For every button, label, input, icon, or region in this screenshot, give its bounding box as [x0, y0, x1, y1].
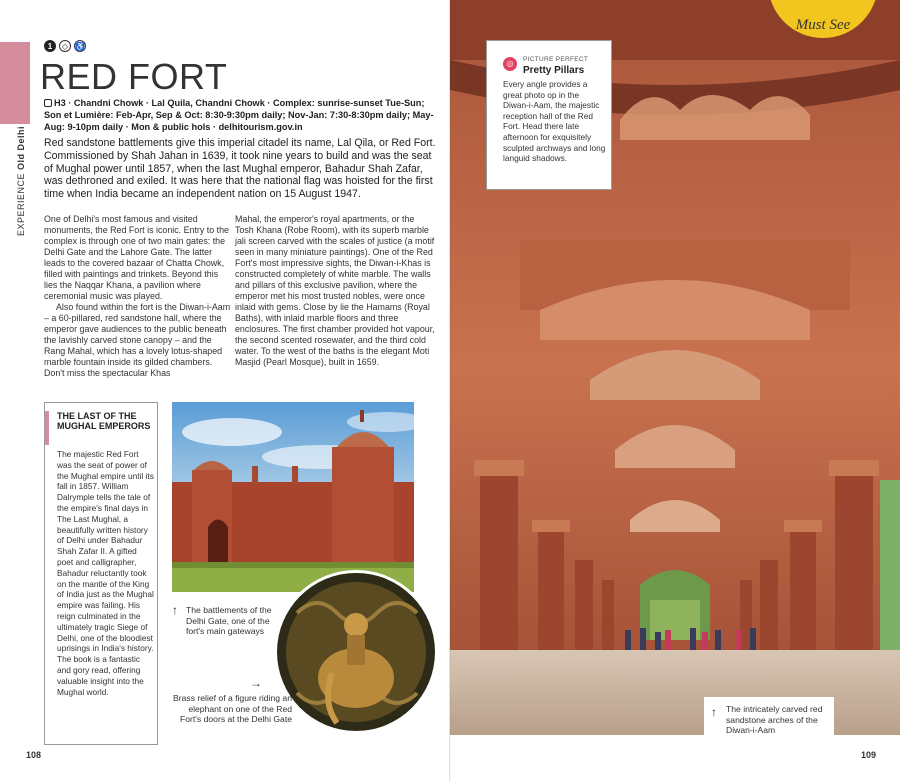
page-gutter [449, 0, 451, 781]
must-see-badge [768, 0, 878, 38]
number-badge: 1 [44, 40, 56, 52]
fort-photo [172, 402, 414, 592]
body-column-2 [235, 214, 435, 368]
caption-text: The intricately carved red sandstone arches of the Diwan-i-Aam [726, 704, 823, 735]
accessibility-icon: ♿ [75, 41, 85, 51]
info-line [44, 97, 439, 133]
picture-perfect-title: Pretty Pillars [523, 65, 585, 76]
caption-arches [704, 697, 834, 737]
sidebar-title: THE LAST OF THE MUGHAL EMPERORS [57, 411, 151, 431]
caption-relief: Brass relief of a figure riding an elephant on one of the Red Fort's doors at the Delhi Gate [173, 693, 292, 724]
picture-perfect-label: PICTURE PERFECT [523, 56, 589, 63]
picture-perfect-text: Every angle provides a great photo op in the Diwan-i-Aam, the majestic reception hall of the Red Fort. Head there late afternoon for exquisitely sculpted archways and long languid shadows. [503, 79, 606, 164]
body-paragraph: One of Delhi's most famous and visited monuments, the Red Fort is iconic. Entry to the complex is through one of two main gates: the Delhi Gate and the Lahore Gate. The latter leads to the covered bazaar of Chatta Chowk, filled with paintings and trinkets. Beyond this lies the Naqqar Khana, a pavilion where ceremonial music was played. [44, 214, 229, 301]
caption-text: The battlements of the Delhi Gate, one of the fort's main gateways [186, 605, 272, 636]
section-tab [0, 42, 30, 124]
sidebar-text: The majestic Red Fort was the seat of power of the Mughal empire until its fall in 1857. William Dalrymple tells the tale of the empire's final days in The Last Mughal, a beautifully written history of Delhi under Bahadur Shah Zafar II. A gifted poet and calligrapher, Bahadur reluctantly took on the mantle of the King of India just as the Mughal empire was failing. His reign culminated in the ultimately tragic Siege of Delhi, one of the bloodiest uprisings in India's history. The book is a fantastic and gory read, offering valuable insight into the Mughal world. [57, 449, 154, 697]
arrow-up-icon: ↑ [711, 705, 717, 719]
brass-relief-photo [274, 570, 438, 734]
sidebar-box [44, 402, 158, 745]
must-see-label: Must See [795, 17, 851, 33]
caption-battlements [172, 605, 272, 637]
heritage-icon: ◇ [59, 40, 71, 52]
right-page [450, 0, 900, 781]
body-paragraph: Also found within the fort is the Diwan-i-Aam – a 60-pillared, red sandstone hall, where the emperor gave audiences to the public beneath the lavishly carved stone canopy – and the Rang Mahal, which has a lovely lotus-shaped marble fountain inside its gilded chambers. Don't miss the spectacular Khas [44, 302, 231, 378]
map-pin-icon [44, 99, 52, 107]
arrow-right-icon: → [250, 676, 262, 690]
section-label-text: EXPERIENCE [16, 172, 26, 236]
section-label [16, 126, 26, 236]
arrow-up-icon: ↑ [172, 603, 178, 617]
intro-paragraph: Red sandstone battlements give this imperial citadel its name, Lal Qila, or Red Fort. Commissioned by Shah Jahan in 1639, it took nine years to build and was the seat of Mughal power until 1857, when the last Mughal emperor, Bahadur Shah Zafar, was dethroned and exiled. It was here that the national flag was hoisted for the first time when India became an independent nation on 15 August 1947. [44, 137, 436, 201]
picture-perfect-box [486, 40, 612, 190]
page-title: RED FORT [40, 56, 228, 97]
camera-icon: ◎ [503, 57, 517, 71]
page-number-left: 108 [26, 750, 42, 760]
sidebar-accent-bar [45, 411, 49, 445]
section-area: Old Delhi [16, 125, 26, 170]
body-column-1 [44, 214, 231, 379]
badge-row [44, 40, 86, 52]
page-number-right: 109 [861, 750, 877, 760]
body-paragraph: Mahal, the emperor's royal apartments, or the Tosh Khana (Robe Room), with its superb marble jali screen carved with the scales of justice (a motif seen in many miniature paintings). One of the Red Fort's most impressive sights, the Diwan-i-Khas is constructed completely of white marble. The walls and pillars of this exclusive pavilion, where the emperor met his most trusted nobles, were once inlaid with gems. Close by lie the Hamams (Royal Baths), with inlaid marble floors and three enclosures. The first chamber provided hot vapour, the second scented rosewater, and the third cold water. To the west of the baths is the elegant Moti Masjid (Pearl Mosque), built in 1659. [235, 214, 435, 367]
info-text: H3 · Chandni Chowk · Lal Quila, Chandni Chowk · Complex: sunrise-sunset Tue-Sun; Son et Lumière: Feb-Apr, Sep & Oct: 8:30-9:30pm daily; Nov-Jan: 7:30-8:30pm daily; May-Aug: 9-10pm daily · Mon & public hols · delhitourism.gov.in [44, 98, 434, 132]
